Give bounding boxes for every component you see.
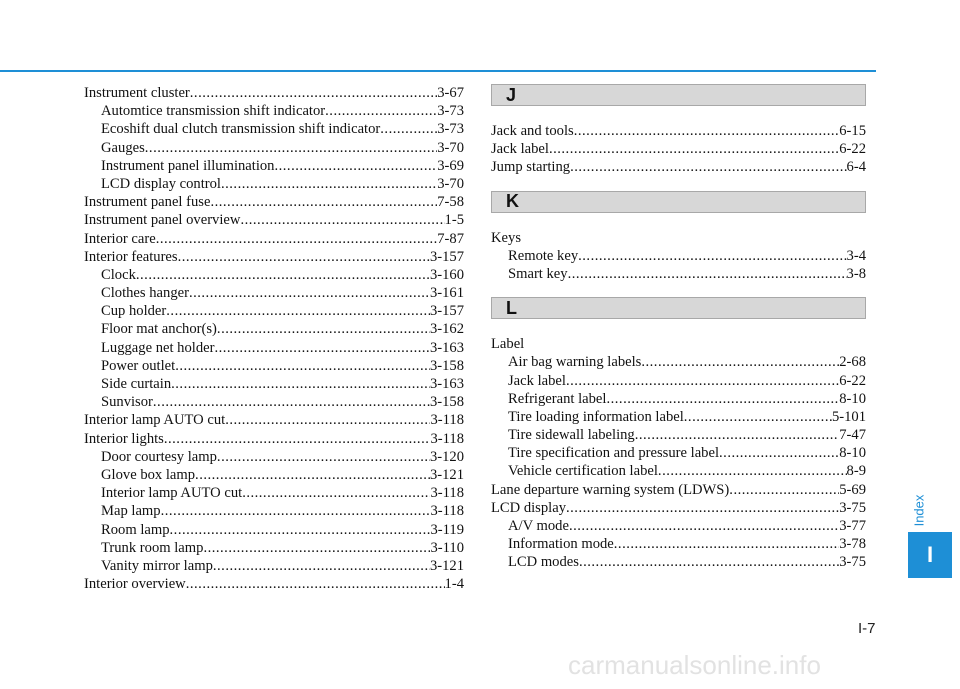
index-letter-tab[interactable]: I xyxy=(908,532,952,578)
dot-leader xyxy=(240,211,444,229)
entry-page-ref[interactable]: 7-58 xyxy=(437,194,464,211)
entry-label: Ecoshift dual clutch transmission shift indicator xyxy=(101,121,381,138)
section-letter: J xyxy=(506,84,517,105)
entry-label: Tire sidewall labeling xyxy=(508,427,635,444)
index-subentry xyxy=(84,302,464,320)
entry-page-ref[interactable]: 3-110 xyxy=(430,539,464,556)
dot-leader xyxy=(719,444,839,462)
index-subentry xyxy=(84,557,464,575)
entry-label: Floor mat anchor(s) xyxy=(101,321,217,338)
index-entry xyxy=(491,229,866,247)
index-subentry xyxy=(84,339,464,357)
entry-page-ref[interactable]: 7-47 xyxy=(839,427,866,444)
index-entry xyxy=(84,84,464,102)
index-entry xyxy=(84,211,464,229)
entry-label: Sunvisor xyxy=(101,394,153,411)
entry-page-ref[interactable]: 3-8 xyxy=(846,265,866,282)
entry-label: Side curtain xyxy=(101,376,172,392)
entry-page-ref[interactable]: 3-162 xyxy=(429,321,464,338)
index-side-label-text: Index xyxy=(911,494,927,526)
index-column-left xyxy=(84,84,464,593)
entry-label: Interior lamp AUTO cut xyxy=(84,412,226,429)
entry-page-ref[interactable]: 3-158 xyxy=(429,357,464,374)
entry-label: Door courtesy lamp xyxy=(101,448,217,465)
dot-leader xyxy=(380,120,437,138)
index-subentry xyxy=(84,502,464,520)
entry-label: Gauges xyxy=(101,139,145,156)
index-subentry xyxy=(491,372,866,390)
index-subentry xyxy=(84,521,464,539)
entry-label: Clothes hanger xyxy=(101,285,189,302)
dot-leader xyxy=(203,539,430,557)
entry-page-ref[interactable]: 3-118 xyxy=(430,485,464,502)
section-letter-bar xyxy=(491,191,866,213)
dot-leader xyxy=(549,140,839,158)
entry-page-ref[interactable]: 3-121 xyxy=(429,557,464,574)
entry-label: Room lamp xyxy=(101,521,170,538)
entry-label: Jack and tools xyxy=(491,123,574,139)
dot-leader xyxy=(578,247,846,265)
entry-page-ref[interactable]: 3-75 xyxy=(839,499,866,516)
dot-leader xyxy=(568,265,847,283)
dot-leader xyxy=(242,484,430,502)
entry-page-ref[interactable]: 6-4 xyxy=(846,159,866,176)
entry-label: Refrigerant label xyxy=(508,390,607,407)
entry-label: Remote key xyxy=(508,247,579,264)
dot-leader xyxy=(175,357,430,375)
entry-label: Luggage net holder xyxy=(101,339,215,356)
dot-leader xyxy=(166,302,430,320)
entry-page-ref[interactable]: 1-5 xyxy=(444,212,464,229)
dot-leader xyxy=(569,517,839,535)
entry-label: Jack label xyxy=(508,372,566,389)
entry-label: Information mode xyxy=(508,536,614,553)
dot-leader xyxy=(574,122,840,140)
dot-leader xyxy=(524,335,866,353)
index-subentry xyxy=(84,484,464,502)
entry-label: Interior overview xyxy=(84,576,186,593)
entry-page-ref[interactable]: 3-118 xyxy=(430,503,464,520)
entry-page-ref[interactable]: 3-161 xyxy=(429,285,464,302)
dot-leader xyxy=(217,320,430,338)
index-subentry xyxy=(491,353,866,371)
dot-leader xyxy=(136,266,430,284)
dot-leader xyxy=(566,372,839,390)
dot-leader xyxy=(729,481,839,499)
index-entry xyxy=(491,140,866,158)
index-entry xyxy=(491,122,866,140)
index-subentry xyxy=(84,157,464,175)
entry-page-ref[interactable]: 3-118 xyxy=(430,430,464,447)
entry-label: Automtice transmission shift indicator xyxy=(101,103,326,120)
index-subentry xyxy=(491,444,866,462)
entry-label: Power outlet xyxy=(101,357,176,374)
entry-page-ref[interactable]: 3-158 xyxy=(429,394,464,411)
entry-label: Interior features xyxy=(84,248,178,265)
entry-page-ref[interactable]: 3-67 xyxy=(437,85,464,101)
entry-page-ref[interactable]: 8-10 xyxy=(839,390,866,407)
dot-leader xyxy=(635,426,840,444)
index-entry xyxy=(84,575,464,593)
dot-leader xyxy=(325,102,437,120)
section-letter: K xyxy=(506,191,519,212)
dot-leader xyxy=(570,158,846,176)
index-entry xyxy=(84,430,464,448)
entry-page-ref[interactable]: 3-78 xyxy=(839,536,866,553)
entry-label: Vehicle certification label xyxy=(508,463,658,480)
dot-leader xyxy=(641,353,839,371)
index-entry xyxy=(84,411,464,429)
dot-leader xyxy=(161,502,431,520)
entry-page-ref[interactable]: 2-68 xyxy=(839,354,866,371)
entry-label: Interior care xyxy=(84,230,156,247)
index-subentry xyxy=(491,390,866,408)
index-subentry xyxy=(491,408,866,426)
entry-page-ref[interactable]: 3-69 xyxy=(437,157,464,174)
index-subentry xyxy=(84,120,464,138)
entry-page-ref[interactable]: 3-77 xyxy=(839,518,866,534)
entry-page-ref[interactable]: 3-163 xyxy=(429,339,464,356)
index-column-right xyxy=(491,84,866,572)
index-subentry xyxy=(84,175,464,193)
entry-page-ref[interactable]: 5-101 xyxy=(831,408,866,425)
dot-leader xyxy=(189,284,430,302)
index-entry xyxy=(84,230,464,248)
index-subentry xyxy=(84,357,464,375)
entry-label: Jump starting xyxy=(491,159,571,176)
page-number: I-7 xyxy=(858,620,876,637)
entry-label: Vanity mirror lamp xyxy=(101,557,213,574)
entry-label: Map lamp xyxy=(101,503,161,520)
dot-leader xyxy=(145,139,437,157)
index-entry xyxy=(84,248,464,266)
index-subentry xyxy=(84,375,464,393)
index-subentry xyxy=(84,320,464,338)
dot-leader xyxy=(217,448,430,466)
index-side-label xyxy=(899,480,939,540)
index-subentry xyxy=(84,448,464,466)
entry-label: Jack label xyxy=(491,141,549,158)
dot-leader xyxy=(210,193,437,211)
entry-label: Label xyxy=(491,336,525,353)
entry-page-ref[interactable]: 3-120 xyxy=(429,448,464,465)
index-subentry xyxy=(491,426,866,444)
entry-page-ref[interactable]: 3-73 xyxy=(437,103,464,120)
entry-page-ref[interactable]: 6-22 xyxy=(839,141,866,158)
entry-label: LCD display xyxy=(491,499,566,516)
entry-label: Interior lights xyxy=(84,430,164,447)
entry-label: Instrument panel overview xyxy=(84,212,241,229)
dot-leader xyxy=(214,339,429,357)
entry-label: Instrument cluster xyxy=(84,85,190,101)
index-entry xyxy=(84,193,464,211)
entry-label: Instrument panel fuse xyxy=(84,194,211,211)
dot-leader xyxy=(153,393,430,411)
dot-leader xyxy=(170,521,431,539)
entry-page-ref[interactable]: 1-4 xyxy=(444,576,464,593)
entry-label: Glove box lamp xyxy=(101,466,196,483)
entry-page-ref[interactable]: 3-121 xyxy=(429,466,464,483)
entry-page-ref[interactable]: 3-73 xyxy=(437,121,464,138)
dot-leader xyxy=(190,84,437,102)
entry-page-ref[interactable]: 5-69 xyxy=(839,481,866,498)
entry-page-ref[interactable]: 3-119 xyxy=(430,521,464,538)
entry-page-ref[interactable]: 7-87 xyxy=(437,230,464,247)
index-subentry xyxy=(84,102,464,120)
index-subentry xyxy=(491,265,866,283)
watermark: carmanualsonline.info xyxy=(568,650,821,680)
entry-label: Keys xyxy=(491,229,521,246)
section-letter-bar xyxy=(491,297,866,319)
index-subentry xyxy=(84,466,464,484)
entry-page-ref[interactable]: 3-118 xyxy=(430,412,464,429)
entry-label: Air bag warning labels xyxy=(508,354,642,371)
entry-page-ref[interactable]: 3-70 xyxy=(437,139,464,156)
index-entry xyxy=(491,335,866,353)
dot-leader xyxy=(221,175,437,193)
entry-label: Smart key xyxy=(508,265,568,282)
dot-leader xyxy=(274,157,437,175)
index-subentry xyxy=(491,517,866,535)
index-subentry xyxy=(84,539,464,557)
index-subentry xyxy=(84,284,464,302)
entry-label: A/V mode xyxy=(508,518,569,534)
dot-leader xyxy=(566,499,839,517)
dot-leader xyxy=(521,229,866,247)
section-letter-bar xyxy=(491,84,866,106)
index-subentry xyxy=(491,535,866,553)
entry-label: LCD modes xyxy=(508,554,579,571)
entry-page-ref[interactable]: 3-160 xyxy=(429,266,464,283)
entry-page-ref[interactable]: 3-70 xyxy=(437,175,464,192)
entry-label: Instrument panel illumination xyxy=(101,157,275,174)
entry-page-ref[interactable]: 8-9 xyxy=(846,463,866,480)
entry-page-ref[interactable]: 3-157 xyxy=(429,303,464,320)
entry-label: Trunk room lamp xyxy=(101,539,204,556)
index-subentry xyxy=(84,393,464,411)
dot-leader xyxy=(156,230,438,248)
entry-page-ref[interactable]: 6-15 xyxy=(839,123,866,139)
dot-leader xyxy=(186,575,445,593)
dot-leader xyxy=(213,557,430,575)
index-entry xyxy=(491,158,866,176)
entry-page-ref[interactable]: 3-75 xyxy=(839,554,866,571)
entry-page-ref[interactable]: 3-157 xyxy=(429,248,464,265)
entry-page-ref[interactable]: 6-22 xyxy=(839,372,866,389)
dot-leader xyxy=(606,390,839,408)
index-subentry xyxy=(84,139,464,157)
entry-page-ref[interactable]: 8-10 xyxy=(839,445,866,462)
index-subentry xyxy=(84,266,464,284)
section-letter: L xyxy=(506,298,517,319)
entry-label: Cup holder xyxy=(101,303,167,320)
entry-page-ref[interactable]: 3-163 xyxy=(429,376,464,392)
dot-leader xyxy=(579,553,839,571)
entry-page-ref[interactable]: 3-4 xyxy=(846,247,866,264)
dot-leader xyxy=(195,466,430,484)
entry-label: Tire loading information label xyxy=(508,408,684,425)
entry-label: Interior lamp AUTO cut xyxy=(101,485,243,502)
index-subentry xyxy=(491,553,866,571)
dot-leader xyxy=(225,411,430,429)
header-rule xyxy=(0,70,876,72)
index-entry xyxy=(491,499,866,517)
dot-leader xyxy=(171,375,430,393)
dot-leader xyxy=(614,535,839,553)
dot-leader xyxy=(164,430,431,448)
index-subentry xyxy=(491,247,866,265)
index-subentry xyxy=(491,462,866,480)
dot-leader xyxy=(658,462,847,480)
entry-label: Clock xyxy=(101,266,136,283)
dot-leader xyxy=(684,408,832,426)
entry-label: Tire specification and pressure label xyxy=(508,445,720,462)
index-entry xyxy=(491,481,866,499)
entry-label: LCD display control xyxy=(101,175,221,192)
entry-label: Lane departure warning system (LDWS) xyxy=(491,481,730,498)
dot-leader xyxy=(178,248,430,266)
